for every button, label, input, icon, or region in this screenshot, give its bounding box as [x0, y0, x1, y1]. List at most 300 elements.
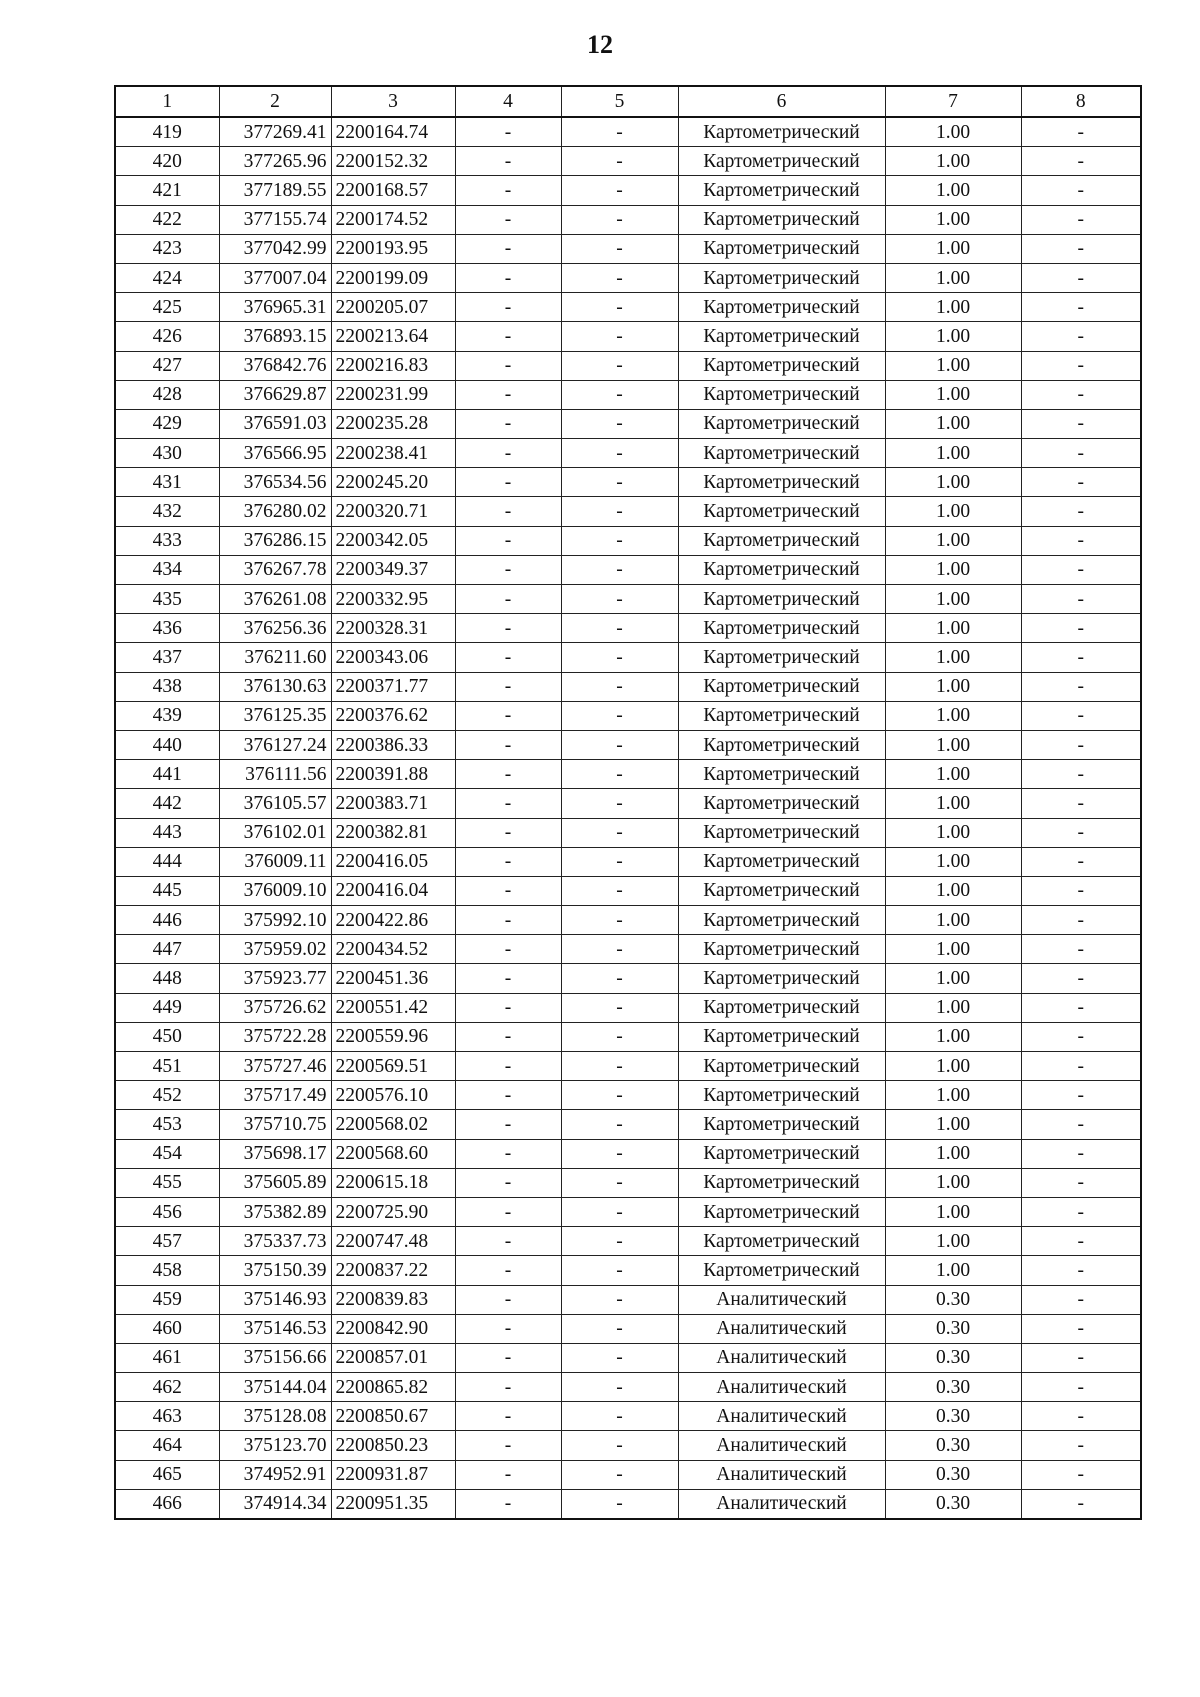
column-5-cell: -	[561, 497, 678, 526]
column-8-cell: -	[1021, 1022, 1141, 1051]
column-5-cell: -	[561, 643, 678, 672]
column-5-cell: -	[561, 760, 678, 789]
column-4-cell: -	[455, 497, 561, 526]
column-4-cell: -	[455, 526, 561, 555]
column-4-cell: -	[455, 847, 561, 876]
accuracy-cell: 0.30	[885, 1285, 1021, 1314]
coordinate-x-cell: 375128.08	[219, 1402, 331, 1431]
column-4-cell: -	[455, 614, 561, 643]
coordinate-y-cell: 2200559.96	[331, 1022, 455, 1051]
point-number-cell: 436	[115, 614, 219, 643]
column-5-cell: -	[561, 1227, 678, 1256]
accuracy-cell: 1.00	[885, 906, 1021, 935]
column-4-cell: -	[455, 789, 561, 818]
coordinate-x-cell: 375959.02	[219, 935, 331, 964]
method-cell: Картометрический	[678, 847, 885, 876]
column-4-cell: -	[455, 1402, 561, 1431]
method-cell: Картометрический	[678, 234, 885, 263]
accuracy-cell: 1.00	[885, 176, 1021, 205]
column-5-cell: -	[561, 1081, 678, 1110]
table-row	[115, 672, 1141, 701]
column-5-cell: -	[561, 818, 678, 847]
column-4-cell: -	[455, 1197, 561, 1226]
column-8-cell: -	[1021, 906, 1141, 935]
table-row	[115, 205, 1141, 234]
column-4-cell: -	[455, 555, 561, 584]
column-5-cell: -	[561, 1373, 678, 1402]
coordinate-x-cell: 377042.99	[219, 234, 331, 263]
column-4-cell: -	[455, 876, 561, 905]
column-8-cell: -	[1021, 1139, 1141, 1168]
table-row	[115, 117, 1141, 147]
coordinate-y-cell: 2200576.10	[331, 1081, 455, 1110]
column-8-cell: -	[1021, 935, 1141, 964]
table-row	[115, 1022, 1141, 1051]
coordinate-x-cell: 376842.76	[219, 351, 331, 380]
table-row	[115, 234, 1141, 263]
coordinate-y-cell: 2200391.88	[331, 760, 455, 789]
point-number-cell: 457	[115, 1227, 219, 1256]
point-number-cell: 437	[115, 643, 219, 672]
column-5-cell: -	[561, 1314, 678, 1343]
column-8-cell: -	[1021, 409, 1141, 438]
table-row	[115, 1343, 1141, 1372]
table-row	[115, 993, 1141, 1022]
column-4-cell: -	[455, 906, 561, 935]
coordinate-y-cell: 2200245.20	[331, 468, 455, 497]
coordinate-y-cell: 2200205.07	[331, 293, 455, 322]
method-cell: Аналитический	[678, 1489, 885, 1519]
column-8-cell: -	[1021, 322, 1141, 351]
column-5-cell: -	[561, 1431, 678, 1460]
point-number-cell: 431	[115, 468, 219, 497]
coordinate-x-cell: 377189.55	[219, 176, 331, 205]
point-number-cell: 424	[115, 263, 219, 292]
coordinate-y-cell: 2200164.74	[331, 117, 455, 147]
column-8-cell: -	[1021, 176, 1141, 205]
column-4-cell: -	[455, 1081, 561, 1110]
column-header: 4	[455, 86, 561, 117]
point-number-cell: 459	[115, 1285, 219, 1314]
column-4-cell: -	[455, 1022, 561, 1051]
coordinate-y-cell: 2200865.82	[331, 1373, 455, 1402]
column-5-cell: -	[561, 1197, 678, 1226]
point-number-cell: 440	[115, 730, 219, 759]
column-8-cell: -	[1021, 205, 1141, 234]
coordinate-x-cell: 376009.10	[219, 876, 331, 905]
coordinate-x-cell: 376105.57	[219, 789, 331, 818]
coordinate-x-cell: 375923.77	[219, 964, 331, 993]
coordinate-y-cell: 2200568.02	[331, 1110, 455, 1139]
column-5-cell: -	[561, 439, 678, 468]
column-5-cell: -	[561, 147, 678, 176]
point-number-cell: 429	[115, 409, 219, 438]
column-8-cell: -	[1021, 1489, 1141, 1519]
method-cell: Картометрический	[678, 322, 885, 351]
point-number-cell: 439	[115, 701, 219, 730]
accuracy-cell: 1.00	[885, 497, 1021, 526]
coordinate-y-cell: 2200168.57	[331, 176, 455, 205]
table-row	[115, 1110, 1141, 1139]
coordinate-x-cell: 376965.31	[219, 293, 331, 322]
coordinate-y-cell: 2200382.81	[331, 818, 455, 847]
point-number-cell: 450	[115, 1022, 219, 1051]
accuracy-cell: 1.00	[885, 205, 1021, 234]
column-4-cell: -	[455, 818, 561, 847]
column-8-cell: -	[1021, 585, 1141, 614]
column-4-cell: -	[455, 468, 561, 497]
accuracy-cell: 1.00	[885, 293, 1021, 322]
method-cell: Картометрический	[678, 497, 885, 526]
table-row	[115, 147, 1141, 176]
method-cell: Аналитический	[678, 1373, 885, 1402]
method-cell: Картометрический	[678, 526, 885, 555]
coordinate-x-cell: 375337.73	[219, 1227, 331, 1256]
table-row	[115, 497, 1141, 526]
column-4-cell: -	[455, 760, 561, 789]
accuracy-cell: 1.00	[885, 1110, 1021, 1139]
table-row	[115, 555, 1141, 584]
coordinate-y-cell: 2200725.90	[331, 1197, 455, 1226]
column-8-cell: -	[1021, 643, 1141, 672]
method-cell: Аналитический	[678, 1402, 885, 1431]
coordinate-x-cell: 376127.24	[219, 730, 331, 759]
column-5-cell: -	[561, 468, 678, 497]
column-5-cell: -	[561, 1022, 678, 1051]
coordinate-x-cell: 375698.17	[219, 1139, 331, 1168]
method-cell: Картометрический	[678, 409, 885, 438]
coordinate-x-cell: 375123.70	[219, 1431, 331, 1460]
column-5-cell: -	[561, 993, 678, 1022]
method-cell: Картометрический	[678, 439, 885, 468]
column-5-cell: -	[561, 1139, 678, 1168]
coordinate-y-cell: 2200231.99	[331, 380, 455, 409]
method-cell: Картометрический	[678, 1110, 885, 1139]
point-number-cell: 422	[115, 205, 219, 234]
column-5-cell: -	[561, 1460, 678, 1489]
column-5-cell: -	[561, 1489, 678, 1519]
point-number-cell: 456	[115, 1197, 219, 1226]
coordinate-x-cell: 376267.78	[219, 555, 331, 584]
accuracy-cell: 1.00	[885, 147, 1021, 176]
coordinate-x-cell: 375717.49	[219, 1081, 331, 1110]
column-5-cell: -	[561, 1110, 678, 1139]
accuracy-cell: 1.00	[885, 876, 1021, 905]
table-row	[115, 614, 1141, 643]
method-cell: Картометрический	[678, 1022, 885, 1051]
table-row	[115, 1314, 1141, 1343]
point-number-cell: 465	[115, 1460, 219, 1489]
column-5-cell: -	[561, 234, 678, 263]
point-number-cell: 451	[115, 1052, 219, 1081]
table-row	[115, 1489, 1141, 1519]
header-row	[115, 86, 1141, 117]
column-8-cell: -	[1021, 1052, 1141, 1081]
accuracy-cell: 0.30	[885, 1373, 1021, 1402]
table-row	[115, 1052, 1141, 1081]
table-row	[115, 1256, 1141, 1285]
coordinate-y-cell: 2200416.05	[331, 847, 455, 876]
column-4-cell: -	[455, 672, 561, 701]
coordinate-x-cell: 375605.89	[219, 1168, 331, 1197]
coordinate-y-cell: 2200152.32	[331, 147, 455, 176]
table-row	[115, 1139, 1141, 1168]
column-8-cell: -	[1021, 614, 1141, 643]
table-row	[115, 409, 1141, 438]
point-number-cell: 455	[115, 1168, 219, 1197]
column-5-cell: -	[561, 730, 678, 759]
column-4-cell: -	[455, 380, 561, 409]
point-number-cell: 425	[115, 293, 219, 322]
coordinate-y-cell: 2200238.41	[331, 439, 455, 468]
column-4-cell: -	[455, 701, 561, 730]
coordinate-y-cell: 2200328.31	[331, 614, 455, 643]
accuracy-cell: 1.00	[885, 614, 1021, 643]
coordinate-y-cell: 2200551.42	[331, 993, 455, 1022]
column-8-cell: -	[1021, 293, 1141, 322]
accuracy-cell: 1.00	[885, 468, 1021, 497]
column-8-cell: -	[1021, 1227, 1141, 1256]
accuracy-cell: 1.00	[885, 1081, 1021, 1110]
column-5-cell: -	[561, 380, 678, 409]
coordinate-x-cell: 374952.91	[219, 1460, 331, 1489]
table-row	[115, 847, 1141, 876]
column-5-cell: -	[561, 1256, 678, 1285]
method-cell: Картометрический	[678, 730, 885, 759]
point-number-cell: 441	[115, 760, 219, 789]
point-number-cell: 453	[115, 1110, 219, 1139]
coordinate-x-cell: 375146.53	[219, 1314, 331, 1343]
point-number-cell: 443	[115, 818, 219, 847]
column-8-cell: -	[1021, 351, 1141, 380]
method-cell: Картометрический	[678, 760, 885, 789]
table-row	[115, 585, 1141, 614]
method-cell: Картометрический	[678, 701, 885, 730]
accuracy-cell: 1.00	[885, 818, 1021, 847]
table-row	[115, 643, 1141, 672]
column-4-cell: -	[455, 322, 561, 351]
accuracy-cell: 1.00	[885, 760, 1021, 789]
table-row	[115, 701, 1141, 730]
column-5-cell: -	[561, 847, 678, 876]
column-5-cell: -	[561, 906, 678, 935]
coordinate-y-cell: 2200332.95	[331, 585, 455, 614]
coordinate-y-cell: 2200193.95	[331, 234, 455, 263]
column-4-cell: -	[455, 293, 561, 322]
table-row	[115, 1227, 1141, 1256]
coordinate-x-cell: 375710.75	[219, 1110, 331, 1139]
coordinate-y-cell: 2200839.83	[331, 1285, 455, 1314]
column-8-cell: -	[1021, 147, 1141, 176]
table-row	[115, 964, 1141, 993]
coordinate-x-cell: 374914.34	[219, 1489, 331, 1519]
column-5-cell: -	[561, 701, 678, 730]
accuracy-cell: 1.00	[885, 643, 1021, 672]
column-8-cell: -	[1021, 964, 1141, 993]
column-4-cell: -	[455, 117, 561, 147]
method-cell: Аналитический	[678, 1460, 885, 1489]
method-cell: Картометрический	[678, 205, 885, 234]
coordinate-x-cell: 376130.63	[219, 672, 331, 701]
accuracy-cell: 1.00	[885, 789, 1021, 818]
column-5-cell: -	[561, 585, 678, 614]
column-8-cell: -	[1021, 1081, 1141, 1110]
column-8-cell: -	[1021, 1431, 1141, 1460]
column-8-cell: -	[1021, 263, 1141, 292]
coordinate-y-cell: 2200343.06	[331, 643, 455, 672]
point-number-cell: 458	[115, 1256, 219, 1285]
coordinate-y-cell: 2200213.64	[331, 322, 455, 351]
method-cell: Картометрический	[678, 935, 885, 964]
column-8-cell: -	[1021, 1110, 1141, 1139]
column-8-cell: -	[1021, 1256, 1141, 1285]
point-number-cell: 426	[115, 322, 219, 351]
table-row	[115, 1168, 1141, 1197]
coordinate-x-cell: 376256.36	[219, 614, 331, 643]
accuracy-cell: 1.00	[885, 964, 1021, 993]
coordinate-y-cell: 2200842.90	[331, 1314, 455, 1343]
column-8-cell: -	[1021, 1314, 1141, 1343]
column-8-cell: -	[1021, 468, 1141, 497]
method-cell: Картометрический	[678, 147, 885, 176]
column-8-cell: -	[1021, 760, 1141, 789]
column-4-cell: -	[455, 205, 561, 234]
point-number-cell: 419	[115, 117, 219, 147]
point-number-cell: 438	[115, 672, 219, 701]
column-8-cell: -	[1021, 847, 1141, 876]
column-5-cell: -	[561, 322, 678, 351]
accuracy-cell: 1.00	[885, 263, 1021, 292]
coordinate-y-cell: 2200349.37	[331, 555, 455, 584]
coordinate-x-cell: 375726.62	[219, 993, 331, 1022]
method-cell: Картометрический	[678, 1227, 885, 1256]
table-row	[115, 789, 1141, 818]
accuracy-cell: 1.00	[885, 117, 1021, 147]
column-5-cell: -	[561, 263, 678, 292]
column-5-cell: -	[561, 526, 678, 555]
coordinate-y-cell: 2200376.62	[331, 701, 455, 730]
column-5-cell: -	[561, 555, 678, 584]
coordinates-table	[114, 85, 1142, 1520]
accuracy-cell: 1.00	[885, 847, 1021, 876]
column-5-cell: -	[561, 1285, 678, 1314]
column-4-cell: -	[455, 147, 561, 176]
coordinate-y-cell: 2200931.87	[331, 1460, 455, 1489]
method-cell: Картометрический	[678, 818, 885, 847]
method-cell: Аналитический	[678, 1314, 885, 1343]
table-row	[115, 1285, 1141, 1314]
coordinate-y-cell: 2200416.04	[331, 876, 455, 905]
accuracy-cell: 1.00	[885, 322, 1021, 351]
method-cell: Картометрический	[678, 468, 885, 497]
column-8-cell: -	[1021, 1373, 1141, 1402]
accuracy-cell: 1.00	[885, 526, 1021, 555]
column-4-cell: -	[455, 1227, 561, 1256]
column-8-cell: -	[1021, 730, 1141, 759]
coordinate-x-cell: 375722.28	[219, 1022, 331, 1051]
point-number-cell: 428	[115, 380, 219, 409]
table-row	[115, 322, 1141, 351]
accuracy-cell: 0.30	[885, 1314, 1021, 1343]
accuracy-cell: 0.30	[885, 1402, 1021, 1431]
coordinate-x-cell: 375156.66	[219, 1343, 331, 1372]
point-number-cell: 454	[115, 1139, 219, 1168]
coordinate-y-cell: 2200615.18	[331, 1168, 455, 1197]
point-number-cell: 447	[115, 935, 219, 964]
coordinate-y-cell: 2200434.52	[331, 935, 455, 964]
coordinate-y-cell: 2200342.05	[331, 526, 455, 555]
column-8-cell: -	[1021, 1343, 1141, 1372]
column-4-cell: -	[455, 1139, 561, 1168]
method-cell: Картометрический	[678, 1052, 885, 1081]
accuracy-cell: 1.00	[885, 1227, 1021, 1256]
table-row	[115, 1460, 1141, 1489]
column-4-cell: -	[455, 1256, 561, 1285]
accuracy-cell: 1.00	[885, 1022, 1021, 1051]
table-row	[115, 293, 1141, 322]
method-cell: Картометрический	[678, 176, 885, 205]
table-row	[115, 935, 1141, 964]
method-cell: Картометрический	[678, 672, 885, 701]
point-number-cell: 442	[115, 789, 219, 818]
method-cell: Картометрический	[678, 964, 885, 993]
accuracy-cell: 1.00	[885, 1168, 1021, 1197]
coordinate-y-cell: 2200850.23	[331, 1431, 455, 1460]
method-cell: Картометрический	[678, 1139, 885, 1168]
accuracy-cell: 1.00	[885, 1197, 1021, 1226]
coordinate-x-cell: 376211.60	[219, 643, 331, 672]
accuracy-cell: 1.00	[885, 672, 1021, 701]
coordinate-x-cell: 375150.39	[219, 1256, 331, 1285]
accuracy-cell: 0.30	[885, 1460, 1021, 1489]
coordinate-y-cell: 2200451.36	[331, 964, 455, 993]
point-number-cell: 460	[115, 1314, 219, 1343]
table-row	[115, 1081, 1141, 1110]
column-5-cell: -	[561, 117, 678, 147]
point-number-cell: 432	[115, 497, 219, 526]
coordinate-x-cell: 377265.96	[219, 147, 331, 176]
coordinate-x-cell: 376111.56	[219, 760, 331, 789]
point-number-cell: 433	[115, 526, 219, 555]
point-number-cell: 423	[115, 234, 219, 263]
coordinate-x-cell: 375146.93	[219, 1285, 331, 1314]
table-body	[115, 117, 1141, 1519]
method-cell: Картометрический	[678, 876, 885, 905]
column-4-cell: -	[455, 1431, 561, 1460]
point-number-cell: 462	[115, 1373, 219, 1402]
column-8-cell: -	[1021, 1197, 1141, 1226]
table-row	[115, 468, 1141, 497]
accuracy-cell: 1.00	[885, 701, 1021, 730]
column-header: 7	[885, 86, 1021, 117]
column-5-cell: -	[561, 614, 678, 643]
column-header: 8	[1021, 86, 1141, 117]
method-cell: Аналитический	[678, 1285, 885, 1314]
column-4-cell: -	[455, 263, 561, 292]
method-cell: Картометрический	[678, 1197, 885, 1226]
coordinate-x-cell: 375382.89	[219, 1197, 331, 1226]
coordinate-x-cell: 376280.02	[219, 497, 331, 526]
column-4-cell: -	[455, 1373, 561, 1402]
column-header: 3	[331, 86, 455, 117]
method-cell: Картометрический	[678, 555, 885, 584]
coordinate-y-cell: 2200386.33	[331, 730, 455, 759]
column-5-cell: -	[561, 876, 678, 905]
accuracy-cell: 1.00	[885, 1052, 1021, 1081]
coordinate-x-cell: 376286.15	[219, 526, 331, 555]
coordinate-x-cell: 376566.95	[219, 439, 331, 468]
column-8-cell: -	[1021, 234, 1141, 263]
